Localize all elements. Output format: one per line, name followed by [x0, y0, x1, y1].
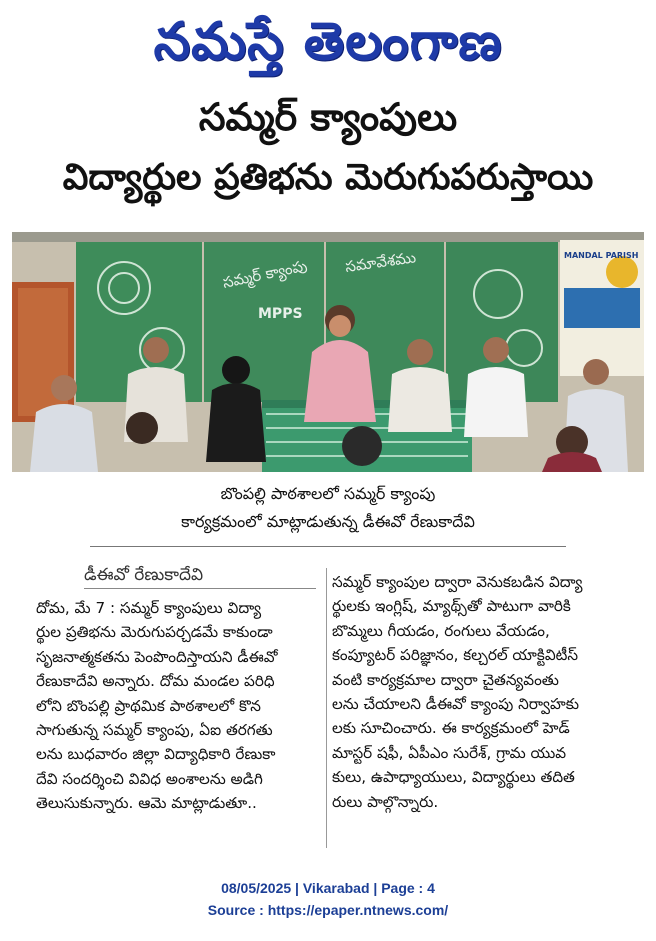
- text-line: కులు, ఉపాధ్యాయులు, విద్యార్థులు తదిత: [332, 768, 575, 787]
- board-text-mpps: MPPS: [258, 306, 303, 322]
- text-line: రులు పాల్గొన్నారు.: [332, 792, 439, 811]
- text-line: తెలుసుకున్నారు. ఆమె మాట్లాడుతూ..: [36, 794, 257, 813]
- footer-source: Source : https://epaper.ntnews.com/: [207, 902, 449, 918]
- text-line: లోని బొంపల్లి ప్రాథమిక పాఠశాలలో కొన: [36, 696, 261, 715]
- text-line: లకు సూచించారు. ఈ కార్యక్రమంలో హెడ్: [332, 719, 570, 738]
- masthead-title: నమస్తే తెలంగాణ: [153, 12, 503, 72]
- headline-line-2: విద్యార్థుల ప్రతిభను మెరుగుపరుస్తాయి: [62, 157, 594, 198]
- footer-info: 08/05/2025 | Vikarabad | Page : 4: [221, 880, 435, 896]
- text-line: సాగుతున్న సమ్మర్ క్యాంపు, ఏఐ తరగతు: [36, 721, 273, 740]
- text-line: దేవి సందర్శించి వివిధ అంశాలను అడిగి: [36, 769, 263, 788]
- news-photo: [12, 232, 644, 472]
- newspaper-masthead: [0, 4, 656, 80]
- column-divider: [326, 568, 327, 848]
- photo-caption-line-2: కార్యక్రమంలో మాట్లాడుతున్న డీఈవో రేణుకాదేవి: [181, 512, 475, 531]
- text-line: సృజనాత్మకతను పెంపొందిస్తాయని డీఈవో: [36, 647, 278, 666]
- text-line: సమ్మర్ క్యాంపుల ద్వారా వెనుకబడిన విద్యా: [332, 573, 583, 591]
- text-line: లను చేయాలని డీఈవో క్యాంపు నిర్వాహకు: [332, 695, 579, 714]
- text-line: దోమ, మే 7 : సమ్మర్ క్యాంపులు విద్యా: [36, 599, 262, 617]
- text-line: బొమ్మలు గీయడం, రంగులు వేయడం,: [332, 621, 550, 640]
- text-line: మాస్టర్ షఫీ, ఏపీఎం సురేశ్, గ్రామ యువ: [332, 743, 567, 762]
- article-column-right: [332, 570, 622, 814]
- article-column-left: [36, 596, 326, 816]
- board-text-camp: సమ్మర్ క్యాంపు: [221, 256, 309, 292]
- text-line: రేణుకాదేవి అన్నారు. దోమ మండల పరిధి: [36, 672, 275, 691]
- headline-line-1: సమ్మర్ క్యాంపులు: [198, 95, 458, 139]
- banner-text: MANDAL PARISH: [564, 251, 639, 260]
- caption-divider: [90, 546, 566, 547]
- text-line: కంప్యూటర్ పరిజ్ఞానం, కల్చరల్ యాక్టివిటీస్: [332, 646, 579, 665]
- text-line: లను బుధవారం జిల్లా విద్యాధికారి రేణుకా: [36, 745, 276, 764]
- byline-underline: [84, 588, 316, 589]
- board-text-meeting: సమావేశము: [344, 248, 418, 276]
- text-line: ర్థుల ప్రతిభను మెరుగుపర్చడమే కాకుండా: [36, 623, 273, 642]
- text-line: ర్థులకు ఇంగ్లిష్, మ్యాథ్స్‌తో పాటుగా వారికి: [332, 597, 571, 616]
- photo-illustration: [12, 232, 644, 472]
- text-line: వంటి కార్యక్రమాల ద్వారా చైతన్యవంతు: [332, 670, 559, 689]
- article-byline: డీఈవో రేణుకాదేవి: [84, 565, 204, 585]
- photo-caption-line-1: బొంపల్లి పాఠశాలలో సమ్మర్ క్యాంపు: [220, 484, 436, 503]
